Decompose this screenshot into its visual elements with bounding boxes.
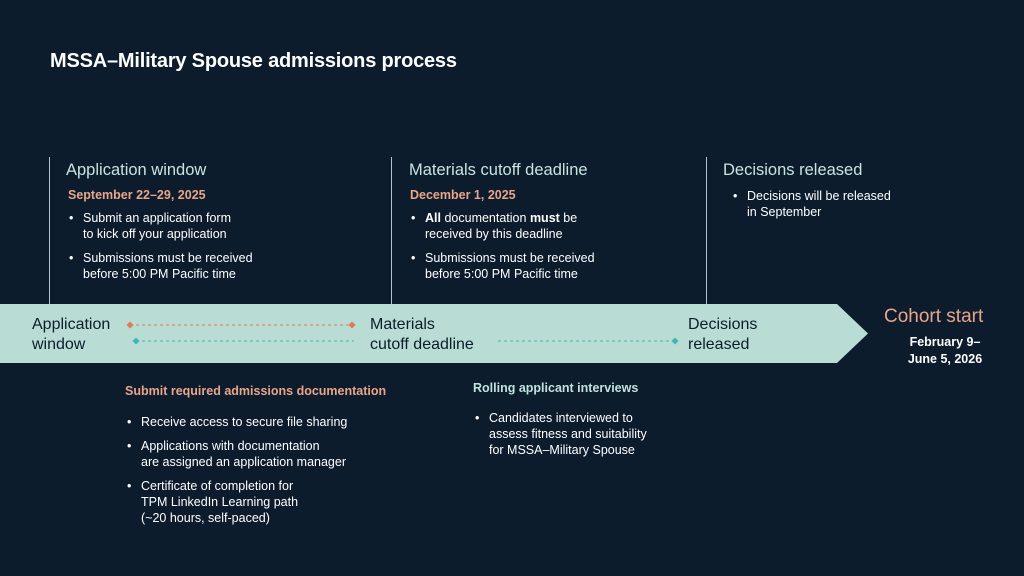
phase-date-application-window: September 22–29, 2025 [68,188,206,202]
phase-bullets-application-window [68,210,298,290]
phase-divider-materials [391,157,392,304]
band-label-application-window: Application window [32,316,111,353]
phase-title-decisions-released: Decisions released [723,161,863,179]
list-item: • Decisions will be released in September [732,188,952,220]
phase-title-materials-cutoff: Materials cutoff deadline [409,161,588,179]
emphasis-text: All [425,211,441,225]
phase-bullets-decisions-released [732,188,952,228]
list-item: • Receive access to secure file sharing [126,414,386,430]
list-item: • Submit an application form to kick off your application [68,210,298,242]
cohort-start-label: Cohort start [884,306,984,327]
page-title: MSSA–Military Spouse admissions process [50,50,457,72]
band-label-materials-cutoff: Materials cutoff deadline [370,316,474,353]
section-heading-interviews: Rolling applicant interviews [473,381,639,395]
phase-bullets-materials-cutoff [410,210,640,290]
list-item: • Certificate of completion for TPM LinkedIn Learning path (~20 hours, self-paced) [126,478,386,526]
phase-title-application-window: Application window [66,161,207,179]
emphasis-text: must [529,211,560,225]
section-heading-documentation: Submit required admissions documentation [125,384,387,398]
list-item: • Submissions must be received before 5:00 PM Pacific time [410,250,640,282]
list-item-text: documentation [440,211,530,225]
list-item: • Candidates interviewed to assess fitness and suitability for MSSA–Military Spouse [474,410,704,458]
phase-divider-decisions [706,157,707,304]
cohort-start-dates: February 9– June 5, 2026 [907,335,983,366]
phase-divider-application [49,157,50,304]
list-item: • Submissions must be received before 5:00 PM Pacific time [68,250,298,282]
list-item: • Applications with documentation are assigned an application manager [126,438,386,470]
list-item-text: be received by this deadline [425,211,578,241]
band-label-decisions-released: Decisions released [688,316,758,353]
list-item [410,210,640,242]
documentation-bullets [126,414,386,534]
interviews-bullets [474,410,704,466]
phase-date-materials-cutoff: December 1, 2025 [410,188,516,202]
